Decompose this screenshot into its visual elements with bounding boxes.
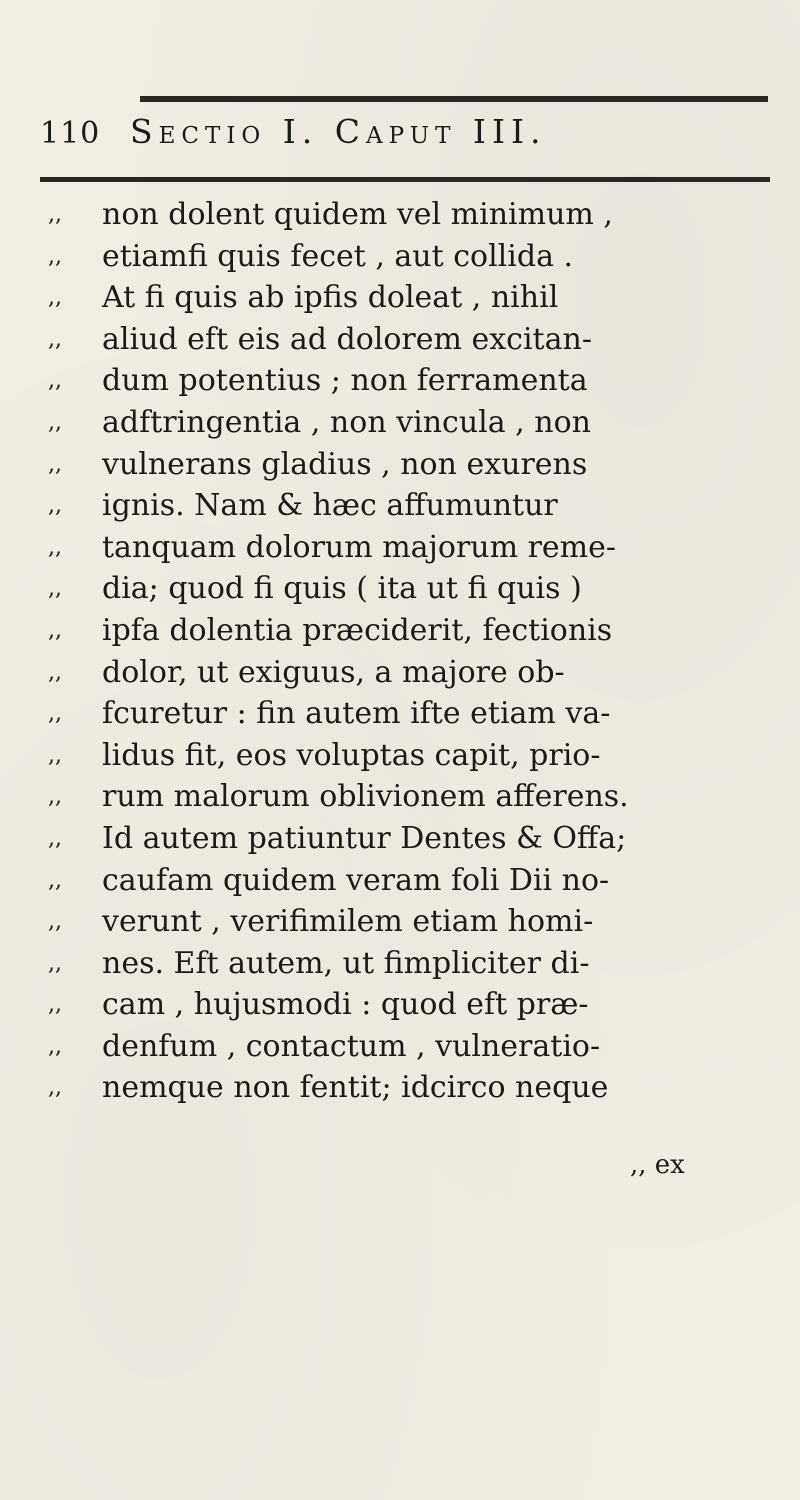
quote-mark: ,, (48, 534, 62, 560)
text-line (48, 1026, 788, 1068)
catchword: ,, ex (630, 1150, 685, 1180)
line-text: nemque non fentit; idcirco neque (102, 1070, 609, 1106)
quote-mark: ,, (48, 409, 62, 435)
quote-mark: ,, (48, 992, 62, 1018)
quote-mark: ,, (48, 867, 62, 893)
text-line (48, 568, 788, 610)
body-text (48, 194, 788, 1109)
line-text: ignis. Nam & hæc affumuntur (102, 488, 558, 524)
line-text: lidus fit, eos voluptas capit, prio- (102, 737, 601, 773)
quote-mark: ,, (48, 576, 62, 602)
text-line (48, 693, 788, 735)
line-text: caufam quidem veram foli Dii no- (102, 862, 610, 898)
quote-mark: ,, (48, 1075, 62, 1101)
quote-mark: ,, (48, 285, 62, 311)
running-head: Sectio I. Caput III. (130, 112, 547, 151)
page-number: 110 (40, 116, 101, 151)
quote-mark: ,, (48, 825, 62, 851)
text-line (48, 527, 788, 569)
quote-mark: ,, (48, 701, 62, 727)
text-line (48, 860, 788, 902)
line-text: dum potentius ; non ferramenta (102, 363, 588, 399)
text-line (48, 444, 788, 486)
quote-mark: ,, (48, 493, 62, 519)
line-text: aliud eft eis ad dolorem excitan- (102, 321, 592, 357)
line-text: verunt , verifimilem etiam homi- (102, 904, 594, 940)
text-line (48, 818, 788, 860)
quote-mark: ,, (48, 909, 62, 935)
line-text: nes. Eft autem, ut fimpliciter di- (102, 945, 590, 981)
line-text: Id autem patiuntur Dentes & Offa; (102, 820, 627, 856)
text-line (48, 236, 788, 278)
text-line (48, 652, 788, 694)
line-text: rum malorum oblivionem afferens. (102, 779, 629, 815)
line-text: fcuretur : fin autem ifte etiam va- (102, 696, 611, 732)
line-text: adftringentia , non vincula , non (102, 404, 591, 440)
line-text: dia; quod fi quis ( ita ut fi quis ) (102, 571, 582, 607)
quote-mark: ,, (48, 950, 62, 976)
quote-mark: ,, (48, 326, 62, 352)
quote-mark: ,, (48, 742, 62, 768)
quote-mark: ,, (48, 1033, 62, 1059)
text-line (48, 194, 788, 236)
line-text: At fi quis ab ipfis doleat , nihil (102, 280, 559, 316)
line-text: cam , hujusmodi : quod eft præ- (102, 987, 589, 1023)
line-text: etiamfi quis fecet , aut collida . (102, 238, 574, 274)
line-text: non dolent quidem vel minimum , (102, 197, 613, 232)
text-line (48, 901, 788, 943)
text-line (48, 319, 788, 361)
text-line (48, 402, 788, 444)
line-text: denfum , contactum , vulneratio- (102, 1028, 601, 1064)
page-header (40, 112, 780, 158)
top-rule (140, 96, 768, 102)
line-text: tanquam dolorum majorum reme- (102, 529, 616, 565)
text-line (48, 485, 788, 527)
quote-mark: ,, (48, 617, 62, 643)
text-line (48, 610, 788, 652)
quote-mark: ,, (48, 659, 62, 685)
text-line (48, 1067, 788, 1109)
header-rule (40, 177, 770, 182)
text-line (48, 277, 788, 319)
text-line (48, 943, 788, 985)
quote-mark: ,, (48, 451, 62, 477)
quote-mark: ,, (48, 202, 62, 227)
text-line (48, 984, 788, 1026)
text-line (48, 776, 788, 818)
quote-mark: ,, (48, 368, 62, 394)
quote-mark: ,, (48, 243, 62, 269)
text-line (48, 735, 788, 777)
line-text: vulnerans gladius , non exurens (102, 446, 588, 482)
line-text: ipfa dolentia præciderit, fectionis (102, 612, 613, 648)
text-line (48, 360, 788, 402)
quote-mark: ,, (48, 784, 62, 810)
line-text: dolor, ut exiguus, a majore ob- (102, 654, 565, 690)
